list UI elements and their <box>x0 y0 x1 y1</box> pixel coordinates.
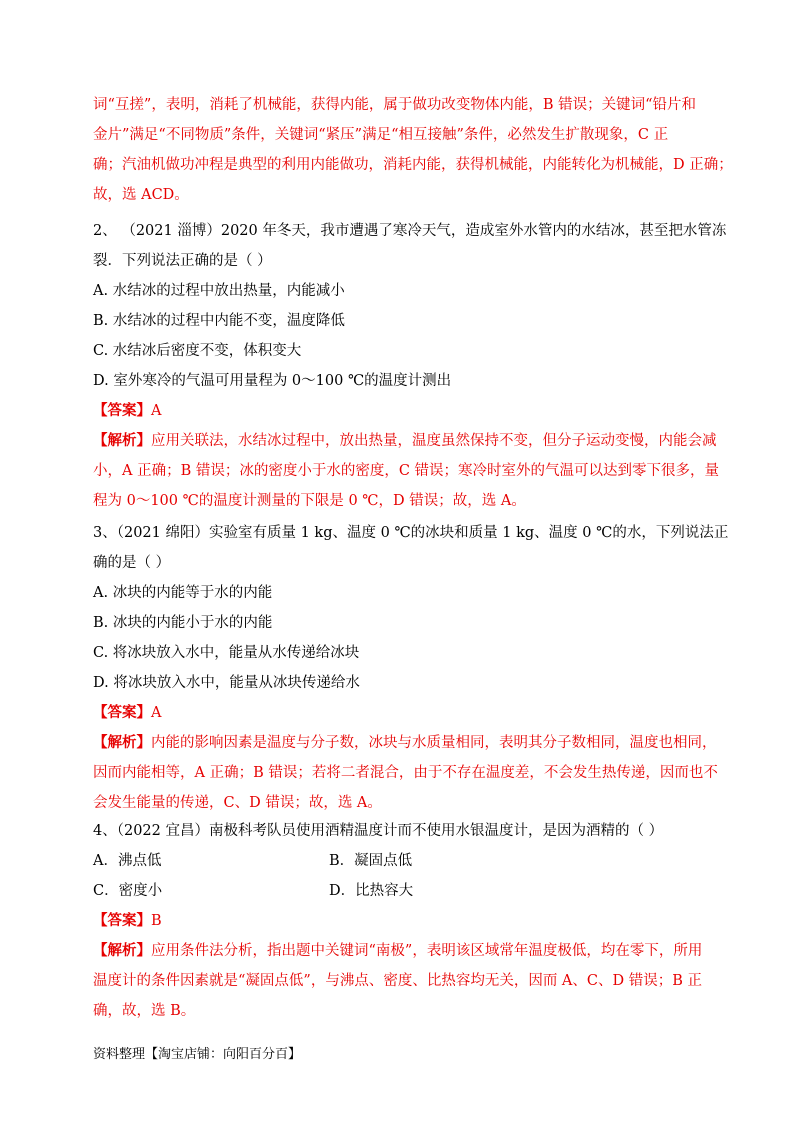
answer-value: A <box>151 705 162 721</box>
analysis-line: 小，A 正确；B 错误；冰的密度小于水的密度，C 错误；寒冷时室外的气温可以达到零下很多，量 <box>93 463 720 479</box>
text-line: 词“互搓”，表明，消耗了机械能，获得内能，属于做功改变物体内能，B 错误；关键词“铅片和 <box>93 97 696 113</box>
text-line: 金片”满足“不同物质”条件，关键词“紧压”满足“相互接触”条件，必然发生扩散现象，C 正 <box>93 127 669 143</box>
answer-tag: 【答案】 <box>93 912 151 929</box>
analysis-line <box>93 728 717 758</box>
analysis-text: 应用条件法分析，指出题中关键词“南极”，表明该区域常年温度极低，均在零下，所用 <box>151 943 703 959</box>
options-row <box>93 876 707 906</box>
option-a: A. 水结冰的过程中放出热量，内能减小 <box>93 283 345 299</box>
answer-line <box>93 906 707 936</box>
option-d: D. 将冰块放入水中，能量从冰块传递给水 <box>93 675 360 691</box>
analysis-line: 确，故，选 B。 <box>93 1003 196 1019</box>
analysis-line: 会发生能量的传递，C、D 错误；故，选 A。 <box>93 795 382 811</box>
answer-value: A <box>151 403 162 419</box>
option-c: C. 将冰块放入水中，能量从水传递给冰块 <box>93 645 360 661</box>
answer-line <box>93 396 707 426</box>
option-a: A．沸点低 <box>93 853 162 869</box>
options-row <box>93 846 707 876</box>
previous-analysis-continuation <box>93 90 733 210</box>
question-stem: 裂．下列说法正确的是（ ） <box>93 253 272 269</box>
analysis-tag: 【解析】 <box>93 432 151 449</box>
text-line: 故，选 ACD。 <box>93 187 189 203</box>
option-c: C. 水结冰后密度不变，体积变大 <box>93 343 302 359</box>
option-c: C．密度小 <box>93 883 163 899</box>
answer-value: B <box>151 913 162 929</box>
analysis-line <box>93 426 717 456</box>
option-b: B. 水结冰的过程中内能不变，温度降低 <box>93 313 345 329</box>
option-d: D. 室外寒冷的气温可用量程为 0～100 ℃的温度计测出 <box>93 373 452 389</box>
question-stem: 2、 （2021 淄博）2020 年冬天，我市遭遇了寒冷天气，造成室外水管内的水结冰，甚至把水管冻 <box>93 223 727 239</box>
question-3 <box>93 518 729 818</box>
question-stem: 3、（2021 绵阳）实验室有质量 1 kg、温度 0 ℃的冰块和质量 1 kg、温度 0 ℃的水，下列说法正 <box>93 525 729 541</box>
answer-tag: 【答案】 <box>93 704 151 721</box>
option-b: B．凝固点低 <box>329 853 413 869</box>
analysis-tag: 【解析】 <box>93 942 151 959</box>
analysis-tag: 【解析】 <box>93 734 151 751</box>
analysis-text: 内能的影响因素是温度与分子数，冰块与水质量相同，表明其分子数相同，温度也相同， <box>151 735 717 751</box>
option-d: D．比热容大 <box>329 883 414 899</box>
option-a: A. 冰块的内能等于水的内能 <box>93 585 273 601</box>
page-footer: 资料整理【淘宝店铺：向阳百分百】 <box>93 1047 302 1062</box>
analysis-line <box>93 936 707 966</box>
analysis-line: 程为 0～100 ℃的温度计测量的下限是 0 ℃，D 错误；故，选 A。 <box>93 493 526 509</box>
question-4 <box>93 816 707 1026</box>
option-b: B. 冰块的内能小于水的内能 <box>93 615 273 631</box>
analysis-text: 应用关联法，水结冰过程中，放出热量，温度虽然保持不变，但分子运动变慢，内能会减 <box>151 433 717 449</box>
answer-line <box>93 698 707 728</box>
question-2 <box>93 216 727 516</box>
text-line: 确；汽油机做功冲程是典型的利用内能做功，消耗内能，获得机械能，内能转化为机械能，D 正确； <box>93 157 733 173</box>
analysis-line: 因而内能相等，A 正确；B 错误；若将二者混合，由于不存在温度差，不会发生热传递，因而也不 <box>93 765 718 781</box>
analysis-line: 温度计的条件因素就是“凝固点低”，与沸点、密度、比热容均无关，因而 A、C、D 错误；B 正 <box>93 973 702 989</box>
question-stem: 确的是（ ） <box>93 555 171 571</box>
question-stem: 4、（2022 宜昌）南极科考队员使用酒精温度计而不使用水银温度计，是因为酒精的（ ） <box>93 823 664 839</box>
answer-tag: 【答案】 <box>93 402 151 419</box>
